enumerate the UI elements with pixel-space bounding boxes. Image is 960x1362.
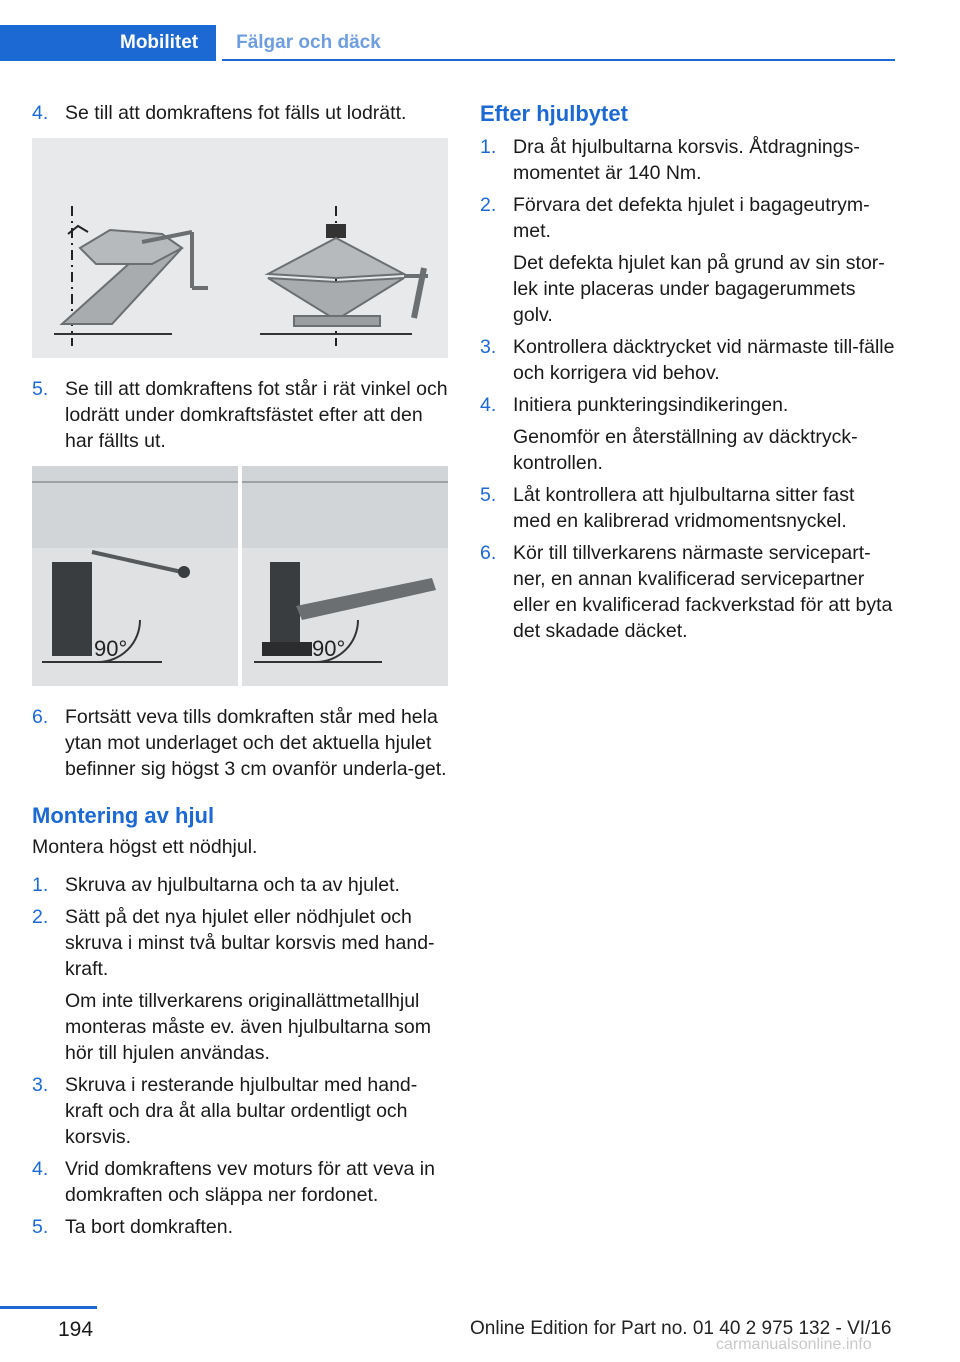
steps-list-a-cont [32, 376, 448, 454]
step-text: Fortsätt veva tills domkraften står med hela ytan mot underlaget och det aktuella hjulet befinner sig högst 3 cm ovanför underla‐get. [65, 706, 447, 780]
step-number: 1. [480, 136, 497, 158]
jack-angle-illustration [32, 466, 448, 686]
header-tabs [0, 25, 405, 61]
step-text: Dra åt hjulbultarna korsvis. Åtdragnings‐momentet är 140 Nm. [513, 136, 860, 184]
list-item [32, 100, 448, 126]
list-item [480, 482, 896, 534]
steps-list-a [32, 100, 448, 126]
step-text: Skruva av hjulbultarna och ta av hjulet. [65, 874, 400, 896]
list-item [32, 1156, 448, 1208]
header-divider [222, 59, 895, 61]
step-text: Se till att domkraftens fot står i rät vinkel och lodrätt under domkraftsfästet efter att den har fällts ut. [65, 378, 448, 452]
edition-text: Online Edition for Part no. 01 40 2 975 132 - VI/16 [470, 1318, 892, 1339]
tab-mobilitet[interactable]: Mobilitet [0, 25, 216, 61]
step-number: 5. [32, 1216, 49, 1238]
step-number: 5. [480, 484, 497, 506]
steps-list-a-end [32, 704, 448, 782]
section-title-efter-hjulbytet: Efter hjulbytet [480, 101, 628, 126]
jack-illustration [32, 138, 448, 358]
jack-foot-figure [32, 138, 448, 358]
step-text: Vrid domkraftens vev moturs för att veva in domkraften och släppa ner fordonet. [65, 1158, 435, 1206]
step-text: Ta bort domkraften. [65, 1216, 233, 1238]
step-text: Förvara det defekta hjulet i bagageutrym‐met. [513, 194, 870, 242]
step-number: 6. [480, 542, 497, 564]
list-item [32, 872, 448, 898]
section-intro: Montera högst ett nödhjul. [32, 836, 258, 858]
step-number: 5. [32, 378, 49, 400]
step-text: Sätt på det nya hjulet eller nödhjulet och skruva i minst två bultar korsvis med hand‐kraft. [65, 906, 435, 980]
step-number: 2. [480, 194, 497, 216]
list-item [32, 704, 448, 782]
list-item [480, 134, 896, 186]
list-item [480, 540, 896, 644]
left-column [32, 100, 448, 1246]
step-text: Skruva i resterande hjulbultar med hand‐kraft och dra åt alla bultar ordentligt och korsvis. [65, 1074, 418, 1148]
step-number: 6. [32, 706, 49, 728]
list-item [480, 192, 896, 328]
list-item [32, 376, 448, 454]
watermark: carmanualsonline.info [716, 1336, 872, 1353]
list-item [32, 904, 448, 1066]
step-text: Kontrollera däcktrycket vid närmaste till‐fälle och korrigera vid behov. [513, 336, 895, 384]
steps-list-b [32, 872, 448, 1240]
step-number: 4. [32, 1158, 49, 1180]
steps-list-right [480, 134, 896, 644]
step-number: 4. [480, 394, 497, 416]
step-number: 4. [32, 102, 49, 124]
step-text: Kör till tillverkarens närmaste servicepart‐ner, en annan kvalificerad servicepartner eller en kvalificerad fackverkstad för att byta det skadade däcket. [513, 542, 893, 642]
angle-label-right: 90° [312, 636, 346, 661]
list-item [32, 1072, 448, 1150]
step-subtext: Om inte tillverkarens originallättmetallhjul monteras måste ev. även hjulbultarna som hör till hjulen användas. [65, 990, 431, 1064]
tab-falgar-och-dack[interactable]: Fälgar och däck [236, 32, 381, 53]
list-item [480, 334, 896, 386]
list-item [32, 1214, 448, 1240]
step-subtext: Genomför en återställning av däcktryck‐kontrollen. [513, 426, 858, 474]
step-subtext: Det defekta hjulet kan på grund av sin stor‐lek inte placeras under bagagerummets golv. [513, 252, 885, 326]
step-number: 3. [32, 1074, 49, 1096]
step-text: Se till att domkraftens fot fälls ut lodrätt. [65, 102, 407, 124]
angle-label-left: 90° [94, 636, 128, 661]
step-number: 3. [480, 336, 497, 358]
step-number: 2. [32, 906, 49, 928]
step-text: Låt kontrollera att hjulbultarna sitter fast med en kalibrerad vridmomentsnyckel. [513, 484, 855, 532]
right-column [480, 100, 896, 650]
page-number: 194 [58, 1318, 94, 1341]
step-number: 1. [32, 874, 49, 896]
list-item [480, 392, 896, 476]
section-title-montering: Montering av hjul [32, 803, 215, 828]
footer-divider [0, 1306, 97, 1309]
jack-angle-figure [32, 466, 448, 686]
step-text: Initiera punkteringsindikeringen. [513, 394, 789, 416]
